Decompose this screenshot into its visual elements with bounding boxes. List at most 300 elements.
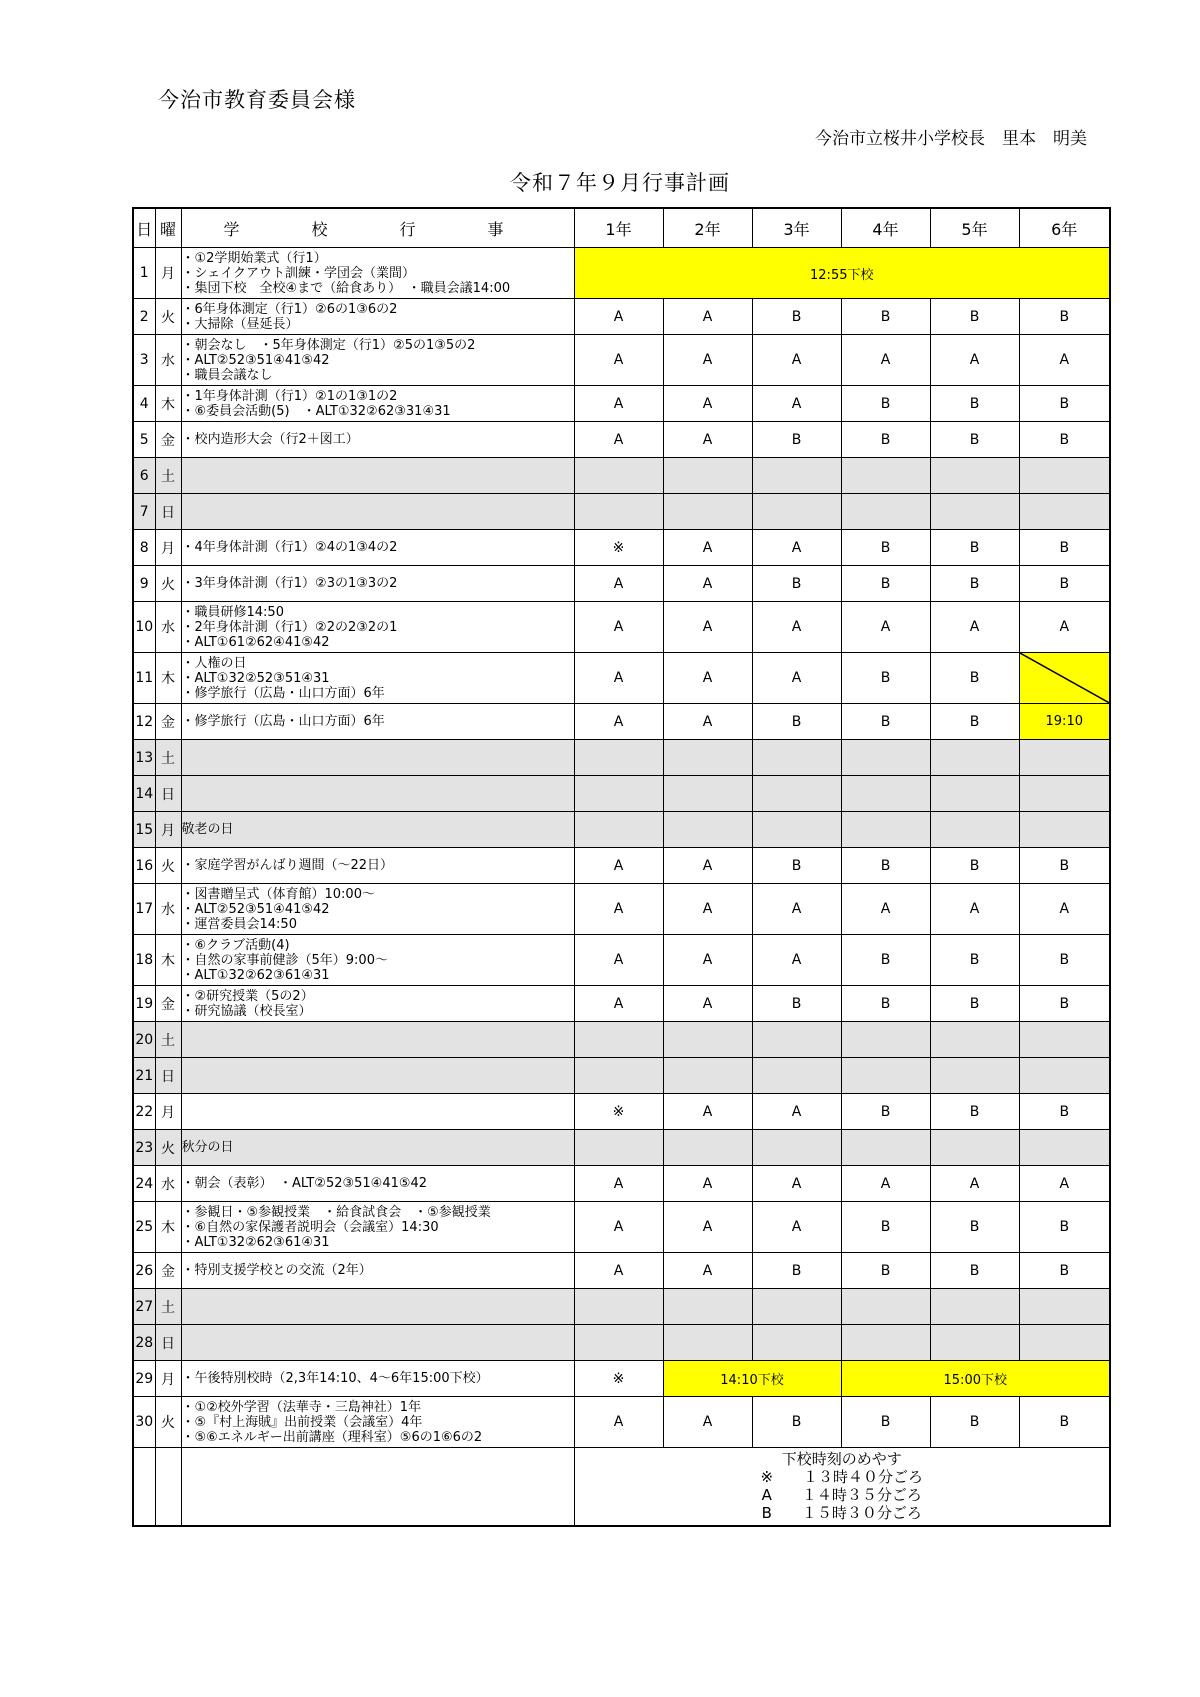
day-cell: 16 <box>133 848 155 884</box>
grade-cell <box>663 740 752 776</box>
day-cell: 17 <box>133 884 155 935</box>
header-grade-1: 1年 <box>574 208 663 248</box>
grade-cell <box>1019 1130 1110 1166</box>
grade-cell <box>841 740 930 776</box>
event-line: ・1年身体計測（行1）②1の1③1の2 <box>181 388 398 404</box>
grade-cell: A <box>663 602 752 653</box>
grade-cell <box>752 776 841 812</box>
event-line: ・2年身体計測（行1）②2の2③2の1 <box>181 619 398 635</box>
grade-cell: A <box>1019 335 1110 386</box>
table-row <box>133 422 1110 458</box>
day-cell: 10 <box>133 602 155 653</box>
grade-cell: B <box>841 566 930 602</box>
grade-cell: A <box>663 1202 752 1253</box>
grade-cell: B <box>841 530 930 566</box>
table-row <box>133 1094 1110 1130</box>
day-cell: 26 <box>133 1253 155 1289</box>
event-line: ・午後特別校時（2,3年14:10、4～6年15:00下校） <box>181 1371 489 1386</box>
grade-cell <box>930 1130 1019 1166</box>
table-row <box>133 935 1110 986</box>
weekday-cell: 火 <box>155 566 181 602</box>
grade-cell: B <box>841 1094 930 1130</box>
grade-cell: A <box>574 335 663 386</box>
event-line: ・校内造形大会（行2＋図工） <box>181 432 359 447</box>
event-line: ・修学旅行（広島・山口方面）6年 <box>181 714 385 729</box>
table-row <box>133 530 1110 566</box>
recipient: 今治市教育委員会様 <box>158 88 356 112</box>
grade-cell <box>841 494 930 530</box>
event-line: 敬老の日 <box>181 822 234 837</box>
grade-cell <box>574 1130 663 1166</box>
event-cell <box>181 1253 574 1289</box>
grade-cell: B <box>841 653 930 704</box>
day-cell: 14 <box>133 776 155 812</box>
grade-cell: B <box>930 848 1019 884</box>
grade-cell: A <box>574 653 663 704</box>
grade-cell <box>1019 458 1110 494</box>
grade-cell <box>1019 776 1110 812</box>
grade-cell: A <box>841 602 930 653</box>
event-line: ・運営委員会14:50 <box>181 916 297 932</box>
grade-cell <box>841 1289 930 1325</box>
grade-cell: B <box>841 935 930 986</box>
grade-cell <box>1019 1325 1110 1361</box>
grade-cell: B <box>752 848 841 884</box>
note-line: B １５時３０分ごろ <box>761 1504 922 1523</box>
grade-cell: A <box>663 1397 752 1448</box>
grade-cell <box>930 1058 1019 1094</box>
grade-cell: B <box>1019 530 1110 566</box>
weekday-cell: 水 <box>155 335 181 386</box>
grade-cell: A <box>752 935 841 986</box>
weekday-cell: 日 <box>155 1058 181 1094</box>
dismissal-time-note <box>574 1448 1110 1526</box>
grade-cell: A <box>752 1202 841 1253</box>
grade-cell: B <box>930 1397 1019 1448</box>
event-line: ・⑤『村上海賊』出前授業（会議室）4年 <box>181 1414 423 1430</box>
event-cell <box>181 1202 574 1253</box>
grade-cell <box>752 1058 841 1094</box>
day-cell: 27 <box>133 1289 155 1325</box>
day-cell: 2 <box>133 299 155 335</box>
grade-cell: A <box>574 602 663 653</box>
weekday-cell: 水 <box>155 602 181 653</box>
note-line: A １４時３５分ごろ <box>761 1486 922 1505</box>
grade-cell: A <box>663 566 752 602</box>
footer-blank <box>181 1448 574 1526</box>
grade-cell: B <box>1019 1202 1110 1253</box>
event-line: ・①②校外学習（法華寺・三島神社）1年 <box>181 1399 422 1415</box>
event-line: ・ALT②52③51④41⑤42 <box>181 901 330 917</box>
table-row <box>133 602 1110 653</box>
day-cell: 4 <box>133 386 155 422</box>
grade-cell: A <box>930 602 1019 653</box>
grade-cell <box>752 812 841 848</box>
grade-cell <box>930 458 1019 494</box>
grade-cell: A <box>663 653 752 704</box>
grade-cell: B <box>841 422 930 458</box>
header-row <box>133 208 1110 248</box>
header-events: 学 校 行 事 <box>181 208 574 248</box>
grade-cell: B <box>930 1094 1019 1130</box>
event-cell <box>181 704 574 740</box>
grade-cell: B <box>1019 986 1110 1022</box>
day-cell: 7 <box>133 494 155 530</box>
grade-cell <box>574 812 663 848</box>
grade-cell <box>663 1022 752 1058</box>
event-line: ・6年身体測定（行1）②6の1③6の2 <box>181 301 398 317</box>
grade-cell: B <box>1019 1253 1110 1289</box>
grade-cell: ※ <box>574 1094 663 1130</box>
grade-cell: B <box>1019 1397 1110 1448</box>
day-cell: 18 <box>133 935 155 986</box>
grade-cell: A <box>663 1094 752 1130</box>
event-cell <box>181 848 574 884</box>
grade-cell: A <box>663 299 752 335</box>
header-grade-6: 6年 <box>1019 208 1110 248</box>
grade-cell: A <box>1019 1166 1110 1202</box>
grade-cell <box>752 494 841 530</box>
grade-cell <box>841 776 930 812</box>
grade-cell <box>752 740 841 776</box>
event-line: ・ALT②52③51④41⑤42 <box>181 352 330 368</box>
weekday-cell: 土 <box>155 740 181 776</box>
event-line: ・職員会議なし <box>181 367 273 383</box>
day-cell: 28 <box>133 1325 155 1361</box>
grade-cell <box>574 1058 663 1094</box>
grade-cell <box>752 1325 841 1361</box>
grade-cell: B <box>1019 848 1110 884</box>
weekday-cell: 月 <box>155 248 181 299</box>
grade-cell: A <box>752 386 841 422</box>
weekday-cell: 日 <box>155 494 181 530</box>
weekday-cell: 土 <box>155 458 181 494</box>
grade-cell: B <box>930 935 1019 986</box>
grade-cell: B <box>1019 299 1110 335</box>
event-line: ・参観日・⑤参観授業 ・給食試食会 ・⑤参観授業 <box>181 1204 491 1220</box>
grade-cell <box>1019 1289 1110 1325</box>
grade-cell: A <box>574 1166 663 1202</box>
grade-cell: A <box>574 1202 663 1253</box>
weekday-cell: 火 <box>155 848 181 884</box>
event-line: ・⑥クラブ活動(4) <box>181 937 290 953</box>
footer-row <box>133 1448 1110 1526</box>
grade-cell: A <box>663 935 752 986</box>
weekday-cell: 金 <box>155 422 181 458</box>
table-row <box>133 1022 1110 1058</box>
day-cell: 15 <box>133 812 155 848</box>
table-row <box>133 494 1110 530</box>
grade-cell: A <box>663 335 752 386</box>
footer-blank <box>133 1448 155 1526</box>
grade-cell: A <box>663 848 752 884</box>
event-line: ・4年身体計測（行1）②4の1③4の2 <box>181 540 398 555</box>
diagonal-slash <box>1020 653 1110 703</box>
day-cell: 1 <box>133 248 155 299</box>
grade-cell: B <box>1019 422 1110 458</box>
weekday-cell: 水 <box>155 884 181 935</box>
table-row <box>133 740 1110 776</box>
grade-cell: A <box>574 566 663 602</box>
event-cell <box>181 986 574 1022</box>
event-cell <box>181 1361 574 1397</box>
day-cell: 11 <box>133 653 155 704</box>
day-cell: 5 <box>133 422 155 458</box>
weekday-cell: 土 <box>155 1022 181 1058</box>
grade-cell: A <box>663 386 752 422</box>
grade-cell <box>841 1130 930 1166</box>
table-row <box>133 1289 1110 1325</box>
note-line: ※ １３時４０分ごろ <box>760 1468 924 1487</box>
dismissal-span-grades-2-3: 14:10下校 <box>663 1361 841 1397</box>
grade-cell: B <box>752 704 841 740</box>
grade-cell: A <box>752 335 841 386</box>
table-row <box>133 299 1110 335</box>
grade-cell: A <box>574 386 663 422</box>
day-cell: 22 <box>133 1094 155 1130</box>
event-line: ・特別支援学校との交流（2年） <box>181 1263 372 1278</box>
table-row <box>133 1202 1110 1253</box>
day-cell: 21 <box>133 1058 155 1094</box>
grade-cell: A <box>663 986 752 1022</box>
grade-cell <box>574 458 663 494</box>
event-line: ・ALT①32②62③61④31 <box>181 967 330 983</box>
event-line: ・ALT①32②62③61④31 <box>181 1234 330 1250</box>
event-cell <box>181 1130 574 1166</box>
grade-cell: B <box>752 1253 841 1289</box>
header-weekday: 曜 <box>155 208 181 248</box>
grade-cell <box>574 740 663 776</box>
day-cell: 12 <box>133 704 155 740</box>
table-row <box>133 458 1110 494</box>
event-cell <box>181 1166 574 1202</box>
event-cell <box>181 1094 574 1130</box>
dismissal-span-grades-4-6: 15:00下校 <box>841 1361 1110 1397</box>
grade-cell <box>663 458 752 494</box>
event-cell <box>181 884 574 935</box>
grade-cell: B <box>841 386 930 422</box>
event-cell <box>181 530 574 566</box>
grade-cell <box>1019 812 1110 848</box>
grade-cell <box>841 812 930 848</box>
grade-cell <box>1019 653 1110 704</box>
weekday-cell: 金 <box>155 1253 181 1289</box>
grade-cell <box>1019 1058 1110 1094</box>
weekday-cell: 月 <box>155 530 181 566</box>
grade-cell: A <box>574 1253 663 1289</box>
event-line: ・⑥委員会活動(5) ・ALT①32②62③31④31 <box>181 403 451 419</box>
grade-cell <box>1019 740 1110 776</box>
grade-cell: B <box>841 704 930 740</box>
table-row <box>133 566 1110 602</box>
grade-cell: A <box>930 335 1019 386</box>
grade-cell: A <box>663 1166 752 1202</box>
grade-cell <box>930 812 1019 848</box>
grade-cell: B <box>841 1397 930 1448</box>
day-cell: 9 <box>133 566 155 602</box>
grade-cell: B <box>930 653 1019 704</box>
grade-cell: A <box>574 935 663 986</box>
event-line: ・自然の家事前健診（5年）9:00～ <box>181 952 388 968</box>
grade-cell: A <box>930 884 1019 935</box>
event-cell <box>181 299 574 335</box>
grade-cell: B <box>1019 566 1110 602</box>
grade-cell <box>663 812 752 848</box>
event-line: ・修学旅行（広島・山口方面）6年 <box>181 685 385 701</box>
header-grade-4: 4年 <box>841 208 930 248</box>
dismissal-span-all: 12:55下校 <box>574 248 1110 299</box>
grade-cell: B <box>752 566 841 602</box>
grade-cell <box>930 776 1019 812</box>
grade-cell <box>1019 1022 1110 1058</box>
table-row <box>133 1325 1110 1361</box>
grade-cell: A <box>663 530 752 566</box>
event-cell <box>181 458 574 494</box>
grade-cell: B <box>752 299 841 335</box>
day-cell: 29 <box>133 1361 155 1397</box>
grade-cell: A <box>752 653 841 704</box>
table-row <box>133 1166 1110 1202</box>
event-cell <box>181 1022 574 1058</box>
day-cell: 19 <box>133 986 155 1022</box>
event-cell <box>181 812 574 848</box>
grade-cell: A <box>752 530 841 566</box>
table-row <box>133 248 1110 299</box>
event-cell <box>181 602 574 653</box>
table-row <box>133 386 1110 422</box>
grade-cell: B <box>930 530 1019 566</box>
weekday-cell: 日 <box>155 1325 181 1361</box>
weekday-cell: 木 <box>155 386 181 422</box>
grade-cell: A <box>752 884 841 935</box>
event-cell <box>181 1325 574 1361</box>
day-cell: 24 <box>133 1166 155 1202</box>
grade-cell: A <box>574 848 663 884</box>
grade-cell <box>841 458 930 494</box>
event-line: ・人権の日 <box>181 655 247 671</box>
grade-cell <box>574 776 663 812</box>
grade-cell: A <box>574 299 663 335</box>
grade-cell <box>663 1325 752 1361</box>
grade-cell <box>841 1058 930 1094</box>
day-cell: 30 <box>133 1397 155 1448</box>
event-line: ・朝会（表彰） ・ALT②52③51④41⑤42 <box>181 1176 428 1191</box>
event-line: ・集団下校 全校④まで（給食あり） ・職員会議14:00 <box>181 280 511 296</box>
grade-cell: B <box>930 1202 1019 1253</box>
page-title: 令和７年９月行事計画 <box>510 171 730 195</box>
grade-cell: B <box>841 1202 930 1253</box>
weekday-cell: 火 <box>155 299 181 335</box>
weekday-cell: 木 <box>155 1202 181 1253</box>
schedule-table <box>132 207 1111 1527</box>
grade-cell <box>841 1022 930 1058</box>
table-row <box>133 848 1110 884</box>
grade-cell: A <box>574 986 663 1022</box>
event-line: ・朝会なし ・5年身体測定（行1）②5の1③5の2 <box>181 337 476 353</box>
table-row <box>133 335 1110 386</box>
table-row <box>133 1361 1110 1397</box>
weekday-cell: 日 <box>155 776 181 812</box>
table-row <box>133 1130 1110 1166</box>
weekday-cell: 金 <box>155 986 181 1022</box>
weekday-cell: 土 <box>155 1289 181 1325</box>
weekday-cell: 金 <box>155 704 181 740</box>
grade-cell <box>930 1289 1019 1325</box>
grade-cell: B <box>841 986 930 1022</box>
header-grade-2: 2年 <box>663 208 752 248</box>
table-row <box>133 812 1110 848</box>
grade-cell: B <box>752 422 841 458</box>
event-line: ・3年身体計測（行1）②3の1③3の2 <box>181 576 398 591</box>
note-title: 下校時刻のめやす <box>781 1450 902 1469</box>
weekday-cell: 月 <box>155 1094 181 1130</box>
grade-cell <box>663 494 752 530</box>
grade-cell: B <box>930 704 1019 740</box>
event-cell <box>181 935 574 986</box>
header-day: 日 <box>133 208 155 248</box>
grade-cell <box>663 776 752 812</box>
grade-cell <box>574 1289 663 1325</box>
table-row <box>133 986 1110 1022</box>
grade-cell: A <box>663 704 752 740</box>
day-cell: 3 <box>133 335 155 386</box>
grade-cell: A <box>663 884 752 935</box>
event-line: ・大掃除（昼延長） <box>181 316 299 332</box>
grade-cell: A <box>841 884 930 935</box>
header-grade-3: 3年 <box>752 208 841 248</box>
event-line: ・⑥自然の家保護者説明会（会議室）14:30 <box>181 1219 439 1235</box>
grade-cell <box>841 1325 930 1361</box>
day-cell: 20 <box>133 1022 155 1058</box>
table-row <box>133 1253 1110 1289</box>
grade-cell <box>663 1130 752 1166</box>
event-cell <box>181 740 574 776</box>
event-line: ・シェイクアウト訓練・学団会（業間） <box>181 265 415 281</box>
day-cell: 25 <box>133 1202 155 1253</box>
event-line: ・職員研修14:50 <box>181 604 284 620</box>
weekday-cell: 水 <box>155 1166 181 1202</box>
grade-cell <box>1019 494 1110 530</box>
table-row <box>133 1397 1110 1448</box>
sender: 今治市立桜井小学校長 里本 明美 <box>815 129 1087 149</box>
grade-cell: B <box>1019 935 1110 986</box>
grade-cell: A <box>574 422 663 458</box>
grade-cell: A <box>1019 602 1110 653</box>
weekday-cell: 木 <box>155 653 181 704</box>
weekday-cell: 火 <box>155 1130 181 1166</box>
grade-cell <box>930 1325 1019 1361</box>
grade-cell: A <box>841 335 930 386</box>
weekday-cell: 月 <box>155 812 181 848</box>
grade-cell: A <box>752 602 841 653</box>
event-cell <box>181 1058 574 1094</box>
grade-cell: B <box>930 299 1019 335</box>
day-cell: 23 <box>133 1130 155 1166</box>
grade-cell: A <box>930 1166 1019 1202</box>
event-cell <box>181 248 574 299</box>
grade-cell: B <box>930 1253 1019 1289</box>
event-line: ・②研究授業（5の2） <box>181 988 314 1004</box>
grade-cell <box>663 1058 752 1094</box>
grade-cell <box>752 1022 841 1058</box>
day-cell: 6 <box>133 458 155 494</box>
table-row <box>133 653 1110 704</box>
event-line: ・研究協議（校長室） <box>181 1003 312 1019</box>
grade-cell: B <box>930 986 1019 1022</box>
day-cell: 8 <box>133 530 155 566</box>
event-cell <box>181 386 574 422</box>
grade-cell <box>930 740 1019 776</box>
